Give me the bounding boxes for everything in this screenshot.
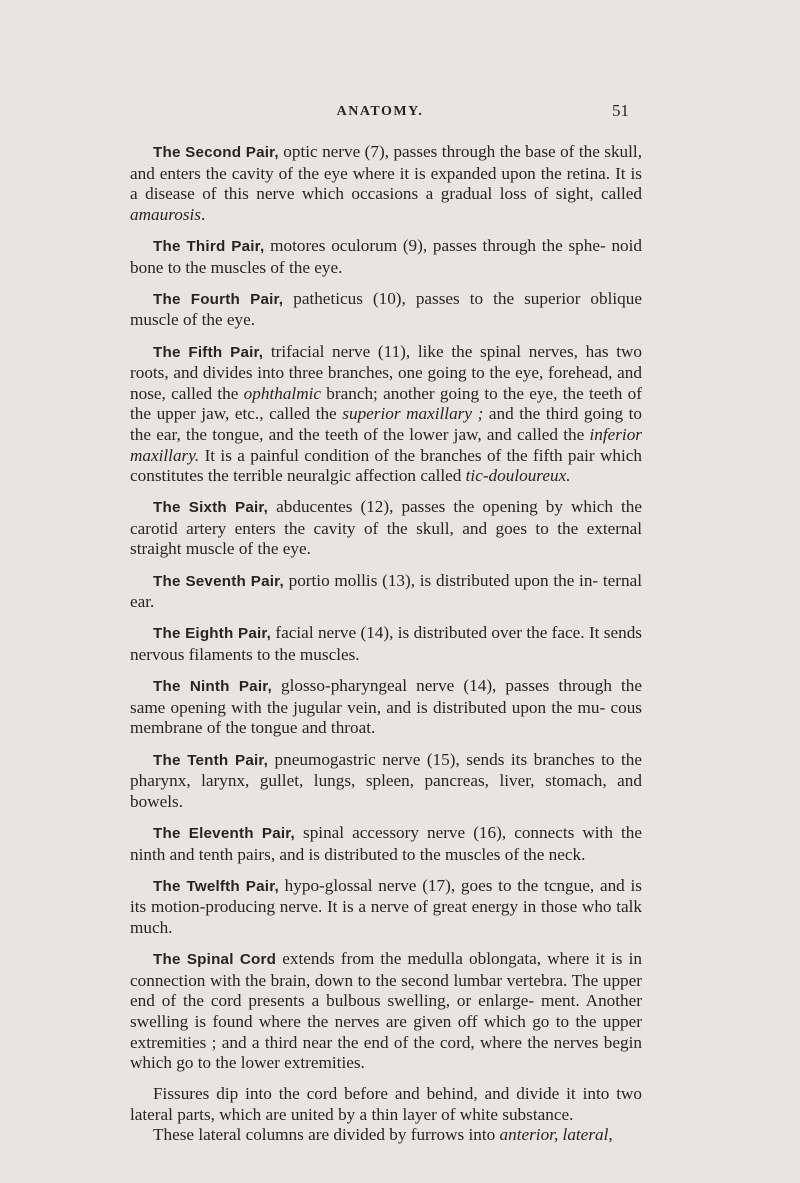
text-run: branch; another going to the eye, the teeth of the upper jaw, etc., called the (130, 383, 642, 424)
paragraph-lead: The Spinal Cord (153, 951, 277, 969)
paragraph-fifth-pair (130, 342, 642, 487)
paragraph-eighth-pair (130, 623, 642, 665)
text-run: patheticus (10), passes to the superior oblique muscle of the eye. (130, 288, 642, 330)
italic-term: anterior, lateral, (499, 1125, 613, 1145)
paragraph-eleventh-pair (130, 823, 642, 865)
text-run: It is a painful condition of the branches of the fifth pair which constitutes the terrible neuralgic affection called (130, 445, 642, 486)
italic-term: superior maxillary ; (342, 404, 484, 424)
paragraph-lead: The Fifth Pair, (153, 343, 264, 361)
italic-term: amaurosis (130, 204, 201, 224)
text-run: abducentes (12), passes the opening by which the carotid artery enters the cavity of the skull, and goes to the external straight muscle of the eye. (130, 497, 642, 559)
text-run: trifacial nerve (11), like the spinal nerves, has two roots, and divides into three branches, one going to the eye, forehead, and nose, called the (130, 341, 642, 403)
paragraph-lead: The Eighth Pair, (153, 625, 272, 643)
paragraph-lead: The Sixth Pair, (153, 499, 269, 517)
paragraph-lead: The Eleventh Pair, (153, 824, 295, 842)
paragraph-twelfth-pair (130, 876, 642, 939)
paragraph-third-pair (130, 236, 642, 278)
text-run: spinal accessory nerve (16), connects with the ninth and tenth pairs, and is distributed to the muscles of the neck. (130, 822, 642, 864)
paragraph-lead: The Seventh Pair, (153, 572, 284, 590)
paragraph-tenth-pair (130, 750, 642, 813)
text-run: Fissures dip into the cord before and behind, and divide it into two lateral parts, which are united by a thin layer of white substance. (130, 1084, 642, 1124)
paragraph-ninth-pair (130, 676, 642, 739)
paragraph-lead: The Third Pair, (153, 237, 265, 255)
paragraph-seventh-pair (130, 571, 642, 613)
italic-term: tic-douloureux. (465, 466, 571, 486)
text-run: optic nerve (7), passes through the base of the skull, and enters the cavity of the eye where it is expanded upon the retina. It is a disease of this nerve which occasions a gradual loss of sight, called (130, 142, 642, 204)
text-run: motores oculorum (9), passes through the sphe- noid bone to the muscles of the eye. (130, 235, 642, 277)
italic-term: ophthalmic (243, 383, 322, 403)
paragraph-lateral-columns (130, 1125, 642, 1146)
paragraph-lead: The Fourth Pair, (153, 290, 284, 308)
italic-term: inferior maxillary. (130, 424, 642, 465)
paragraph-lead: The Second Pair, (153, 144, 279, 161)
running-header (0, 101, 800, 128)
paragraph-sixth-pair (130, 497, 642, 560)
text-run: extends from the medulla oblongata, where it is in connection with the brain, down to the second lumbar vertebra. The upper end of the cord presents a bulbous swelling, or enlarge- ment. Another swelling is found where the nerves are given off which go to the upper extremities ; and a third near the end of the cord, where the nerves begin which go to the lower extremities. (130, 949, 642, 1073)
text-run: hypo-glossal nerve (17), goes to the tcngue, and is its motion-producing nerve. It is a nerve of great energy in those who talk much. (130, 875, 642, 937)
paragraph-spinal-cord (130, 949, 642, 1074)
paragraph-lead: The Twelfth Pair, (153, 877, 279, 895)
paragraph-lead: The Ninth Pair, (153, 678, 272, 696)
text-run: . (201, 204, 206, 224)
text-run: glosso-pharyngeal nerve (14), passes through the same opening with the jugular vein, and is distributed upon the mu- cous membrane of the tongue and throat. (130, 676, 643, 738)
paragraph-second-pair (130, 142, 642, 225)
text-run: portio mollis (13), is distributed upon the in- ternal ear. (130, 570, 642, 612)
body-text (130, 142, 642, 1146)
text-run: facial nerve (14), is distributed over the face. It sends nervous filaments to the muscles. (130, 623, 642, 665)
page-number: 51 (612, 101, 629, 120)
paragraph-fissures (130, 1084, 642, 1125)
paragraph-lead: The Tenth Pair, (153, 751, 269, 769)
paragraph-fourth-pair (130, 289, 642, 331)
text-run: and the third going to the ear, the tongue, and the teeth of the lower jaw, and called the (130, 404, 643, 444)
running-title: ANATOMY. (336, 104, 424, 119)
text-run: These lateral columns are divided by furrows into (153, 1125, 500, 1145)
text-run: pneumogastric nerve (15), sends its branches to the pharynx, larynx, gullet, lungs, spleen, pancreas, liver, stomach, and bowels. (130, 749, 642, 811)
